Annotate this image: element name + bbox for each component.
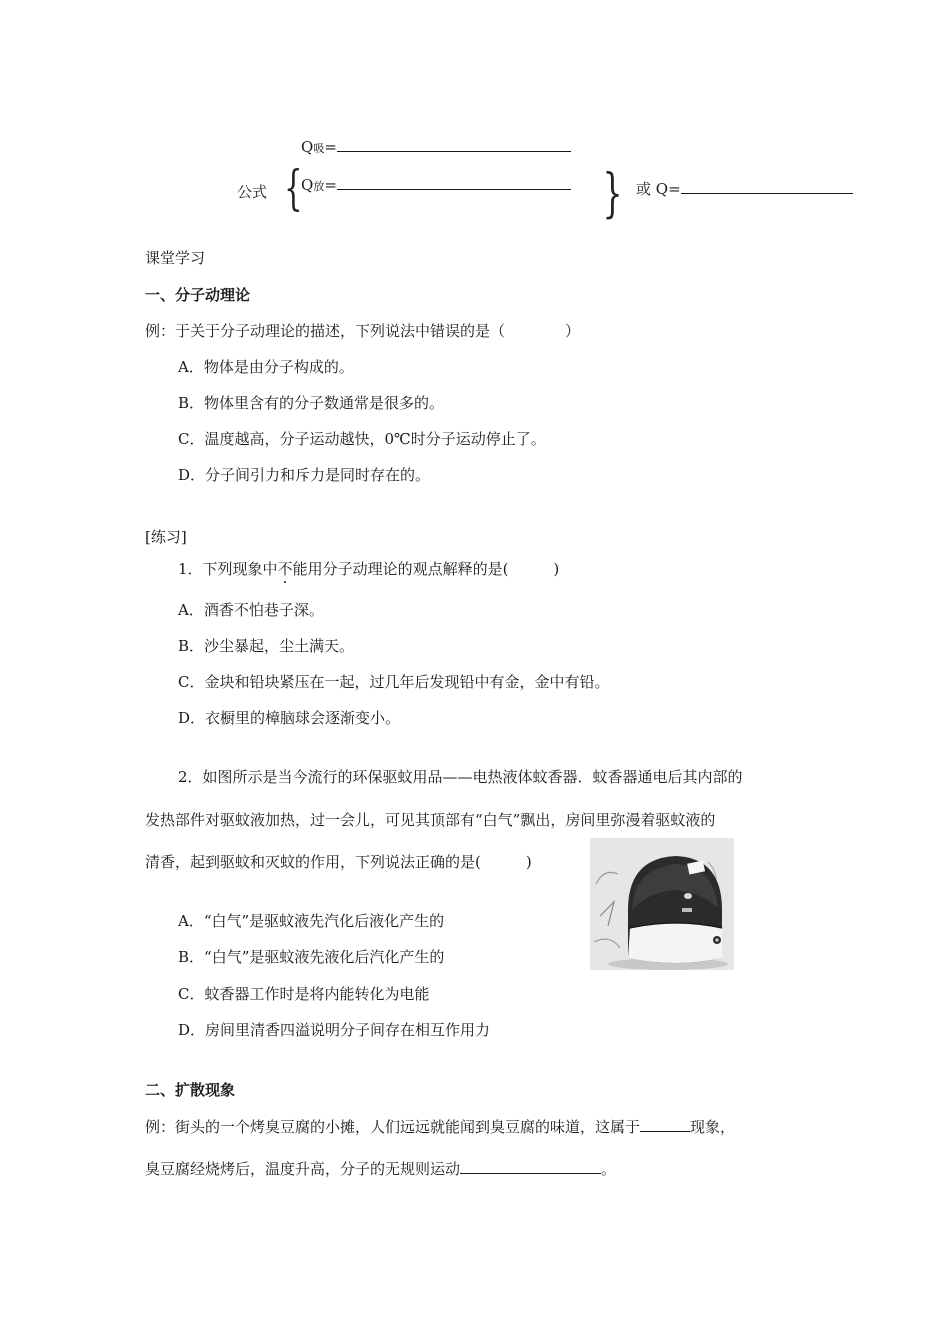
q1-text-post: 能用分子动理论的观点解释的是( )	[292, 560, 560, 578]
or-q-label: 或 Q=	[636, 180, 681, 198]
q1-emphasis: 不	[277, 560, 293, 578]
section1-heading: 一、分子动理论	[145, 286, 251, 304]
practice-label: [练习]	[145, 528, 187, 546]
q-absorb-formula	[301, 136, 571, 159]
motion-blank[interactable]	[460, 1158, 601, 1174]
equals-sign: =	[324, 176, 337, 194]
q-release-subscript: 放	[313, 180, 325, 193]
diffusion-blank[interactable]	[640, 1116, 690, 1132]
classroom-title: 课堂学习	[145, 249, 206, 267]
example1-option-c: C．温度越高，分子运动越快，0℃时分子运动停止了。	[178, 430, 546, 448]
q2-line1: 2．如图所示是当今流行的环保驱蚊用品——电热液体蚊香器．蚊香器通电后其内部的	[178, 768, 743, 786]
section2-line2-suffix: 。	[601, 1160, 617, 1178]
section2-line2-text: 臭豆腐经烧烤后，温度升高，分子的无规则运动	[145, 1160, 461, 1178]
formula-label: 公式	[237, 183, 268, 201]
left-brace-icon: {	[284, 160, 303, 216]
q1-option-b: B．沙尘暴起，尘土满天。	[178, 637, 355, 655]
q2-option-d: D．房间里清香四溢说明分子间存在相互作用力	[178, 1021, 491, 1039]
example1-option-a: A．物体是由分子构成的。	[178, 358, 354, 376]
example1-question: 例：于关于分子动理论的描述，下列说法中错误的是（ ）	[145, 322, 581, 340]
example1-option-d: D．分子间引力和斥力是同时存在的。	[178, 466, 431, 484]
q2-line2: 发热部件对驱蚊液加热，过一会儿，可见其顶部有“白气”飘出，房间里弥漫着驱蚊液的	[145, 811, 716, 829]
section2-example-line2	[145, 1158, 616, 1179]
example1-option-b: B．物体里含有的分子数通常是很多的。	[178, 394, 445, 412]
q1-text-pre: 1．下列现象中	[178, 560, 278, 578]
practice-q1-question	[178, 559, 559, 579]
q1-option-a: A．酒香不怕巷子深。	[178, 601, 324, 619]
device-illustration	[590, 838, 734, 970]
q2-option-c: C．蚊香器工作时是将内能转化为电能	[178, 985, 430, 1003]
q2-option-b: B．“白气”是驱蚊液先液化后汽化产生的	[178, 948, 445, 966]
q-absorb-blank[interactable]	[337, 136, 571, 152]
section2-line1-text: 例：街头的一个烤臭豆腐的小摊，人们远远就能闻到臭豆腐的味道，这属于	[145, 1118, 641, 1136]
equals-sign: =	[324, 138, 337, 156]
mosquito-repellent-device-photo	[590, 838, 734, 970]
q1-option-c: C．金块和铅块紧压在一起，过几年后发现铅中有金，金中有铅。	[178, 673, 610, 691]
q-general-formula	[636, 178, 853, 199]
section2-heading: 二、扩散现象	[145, 1081, 236, 1099]
q-absorb-subscript: 吸	[313, 142, 325, 155]
q-symbol: Q	[301, 138, 314, 156]
q-symbol: Q	[301, 176, 314, 194]
section2-line1-suffix: 现象，	[690, 1118, 736, 1136]
right-brace-icon: }	[602, 164, 623, 224]
q-release-formula	[301, 174, 571, 197]
q-general-blank[interactable]	[681, 178, 853, 194]
q1-option-d: D．衣橱里的樟脑球会逐渐变小。	[178, 709, 401, 727]
q2-line3: 清香，起到驱蚊和灭蚊的作用，下列说法正确的是( )	[145, 853, 532, 871]
section2-example-line1	[145, 1116, 735, 1137]
q2-option-a: A．“白气”是驱蚊液先汽化后液化产生的	[178, 912, 445, 930]
q-release-blank[interactable]	[337, 174, 571, 190]
